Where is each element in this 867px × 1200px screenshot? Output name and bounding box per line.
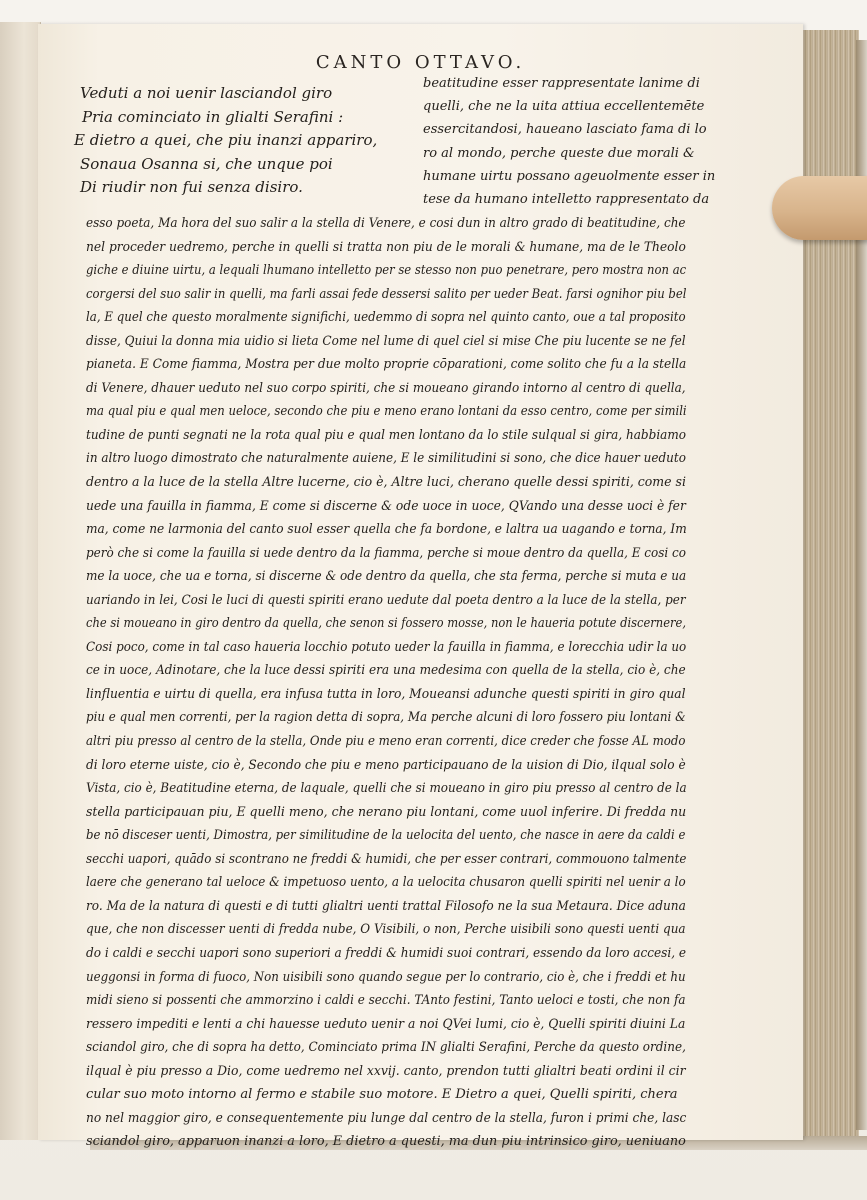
commentary-line: però che si come la fauilla si uede dentro da la fiamma, perche si moue dentro da quella, E cosi co bbox=[86, 545, 686, 561]
commentary-line: humane uirtu possano ageuolmente esser in bbox=[423, 168, 716, 184]
commentary-line: uede una fauilla in fiamma, E come si discerne & ode uoce in uoce, QVando una desse uoci è fer bbox=[86, 498, 686, 514]
commentary-line: in altro luogo dimostrato che naturalmente auiene, E le similitudini si sono, che dice hauer ueduto bbox=[86, 451, 686, 467]
commentary-line: essercitandosi, haueano lasciato fama di lo bbox=[423, 122, 707, 138]
verse-line: Sonaua Osanna si, che unque poi bbox=[80, 154, 333, 173]
commentary-line: corgersi del suo salir in quelli, ma farli assai fede dessersi salito per ueder Beat. farsi ognihor piu bel bbox=[86, 286, 687, 302]
commentary-line: pianeta. E Come fiamma, Mostra per due molto proprie cōparationi, come solito che fu a la stella bbox=[86, 357, 687, 373]
verse-line: Pria cominciato in glialti Serafini : bbox=[82, 107, 344, 126]
commentary-line: ueggonsi in forma di fuoco, Non uisibili sono quando segue per lo contrario, cio è, che i freddi et hu bbox=[86, 969, 686, 985]
commentary-line: tese da humano intelletto rappresentato da bbox=[423, 191, 710, 207]
commentary-line: no nel maggior giro, e consequentemente piu lunge dal centro de la stella, furon i primi che, lasc bbox=[86, 1110, 687, 1126]
commentary-line: ressero impediti e lenti a chi hauesse ueduto uenir a noi QVei lumi, cio è, Quelli spiriti diuini La bbox=[86, 1016, 686, 1032]
commentary-line: disse, Quiui la donna mia uidio si lieta Come nel lume di quel ciel si mise Che piu lucente se ne fel bbox=[86, 333, 686, 349]
commentary-block bbox=[86, 212, 686, 1154]
commentary-line: di loro eterne uiste, cio è, Secondo che piu e meno participauano de la uision di Dio, ilqual solo è bbox=[86, 757, 686, 773]
commentary-line: sciandol giro, che di sopra ha detto, Cominciato prima IN glialti Serafini, Perche da questo ordine, bbox=[86, 1040, 686, 1056]
page-header: CANTO OTTAVO. bbox=[315, 52, 526, 73]
book-page bbox=[38, 24, 803, 1150]
commentary-line: Cosi poco, come in tal caso haueria locchio potuto ueder la fauilla in fiamma, e lorecchia udir la uo bbox=[86, 639, 687, 655]
commentary-line: me la uoce, che ua e torna, si discerne & ode dentro da quella, che sta ferma, perche si muta e ua bbox=[86, 569, 687, 585]
commentary-line: giche e diuine uirtu, a lequali lhumano intelletto per se stesso non puo penetrare, pero mostra non ac bbox=[86, 263, 687, 279]
commentary-line: beatitudine esser rappresentate lanime di bbox=[423, 76, 700, 91]
commentary-line: esso poeta, Ma hora del suo salir a la stella di Venere, e cosi dun in altro grado di beatitudine, che bbox=[86, 216, 686, 231]
commentary-line: nel proceder uedremo, perche in quelli si tratta non piu de le morali & humane, ma de le Theolo bbox=[86, 239, 686, 255]
commentary-line: ce in uoce, Adinotare, che la luce dessi spiriti era una medesima con quella de la stella, cio è, che bbox=[86, 663, 686, 679]
commentary-line: be nō disceser uenti, Dimostra, per similitudine de la uelocita del uento, che nasce in aere da caldi e bbox=[86, 828, 686, 844]
commentary-line: stella participauan piu, E quelli meno, che nerano piu lontani, come uuol inferire. Di fredda nu bbox=[86, 804, 687, 820]
commentary-line: dentro a la luce de la stella Altre lucerne, cio è, Altre luci, cherano quelle dessi spiriti, come si bbox=[86, 475, 686, 491]
commentary-top-block bbox=[423, 72, 743, 211]
commentary-line: cular suo moto intorno al fermo e stabile suo motore. E Dietro a quei, Quelli spiriti, chera bbox=[86, 1087, 678, 1103]
commentary-line: ma qual piu e qual men ueloce, secondo che piu e meno erano lontani da esso centro, come per simili bbox=[86, 404, 687, 420]
commentary-line: ro al mondo, perche queste due morali & bbox=[423, 145, 695, 161]
wooden-page-holder bbox=[772, 176, 867, 240]
commentary-line: piu e qual men correnti, per la ragion detta di sopra, Ma perche alcuni di loro fossero piu lontani & bbox=[86, 710, 686, 726]
verse-line: Veduti a noi uenir lasciandol giro bbox=[80, 84, 333, 102]
commentary-line: ro. Ma de la natura di questi e di tutti glialtri uenti trattal Filosofo ne la sua Metaura. Dice aduna bbox=[86, 898, 686, 914]
commentary-line: que, che non discesser uenti di fredda nube, O Visibili, o non, Perche uisibili sono questi uenti qua bbox=[86, 922, 686, 938]
commentary-line: ma, come ne larmonia del canto suol esser quella che fa bordone, e laltra ua uagando e torna, Im bbox=[86, 522, 687, 538]
commentary-line: la, E quel che questo moralmente significhi, uedemmo di sopra nel quinto canto, oue a tal proposito bbox=[86, 310, 686, 326]
commentary-line: che si moueano in giro dentro da quella, che senon si fossero mosse, non le haueria potute discernere, bbox=[86, 616, 686, 632]
commentary-line: midi sieno si possenti che ammorzino i caldi e secchi. TAnto festini, Tanto ueloci e tosti, che non fa bbox=[86, 993, 686, 1009]
commentary-line: sciandol giro, apparuon inanzi a loro, E dietro a questi, ma dun piu intrinsico giro, ueniuano bbox=[86, 1134, 686, 1150]
commentary-line: uariando in lei, Cosi le luci di questi spiriti erano uedute dal poeta dentro a la luce de la stella, per bbox=[86, 592, 686, 608]
commentary-line: laere che generano tal ueloce & impetuoso uento, a la uelocita chusaron quelli spiriti nel uenir a lo bbox=[86, 875, 686, 891]
commentary-line: do i caldi e secchi uapori sono superiori a freddi & humidi suoi contrari, essendo da loro accesi, e bbox=[86, 945, 687, 961]
commentary-line: altri piu presso al centro de la stella, Onde piu e meno eran correnti, dice creder che fosse AL modo bbox=[86, 734, 686, 750]
commentary-line: Vista, cio è, Beatitudine eterna, de laquale, quelli che si moueano in giro piu presso al centro de la bbox=[86, 781, 687, 797]
commentary-line: tudine de punti segnati ne la rota qual piu e qual men lontano da lo stile sulqual si gira, habbiamo bbox=[86, 427, 687, 443]
verse-block bbox=[74, 82, 420, 200]
commentary-line: linfluentia e uirtu di quella, era infusa tutta in loro, Moueansi adunche questi spiriti in giro qual bbox=[86, 686, 686, 702]
verse-line: Di riudir non fui senza disiro. bbox=[80, 178, 303, 196]
commentary-line: quelli, che ne la uita attiua eccellentemēte bbox=[423, 99, 705, 115]
left-page-edge bbox=[0, 22, 41, 1140]
commentary-line: secchi uapori, quādo si scontrano ne freddi & humidi, che per esser contrari, commouono talmente bbox=[86, 851, 687, 867]
verse-line: E dietro a quei, che piu inanzi appariro, bbox=[74, 131, 378, 149]
commentary-line: ilqual è piu presso a Dio, come uedremo nel xxvij. canto, prendon tutti glialtri beati ordini il cir bbox=[86, 1063, 686, 1079]
commentary-line: di Venere, dhauer ueduto nel suo corpo spiriti, che si moueano girando intorno al centro di quella, bbox=[86, 380, 686, 396]
